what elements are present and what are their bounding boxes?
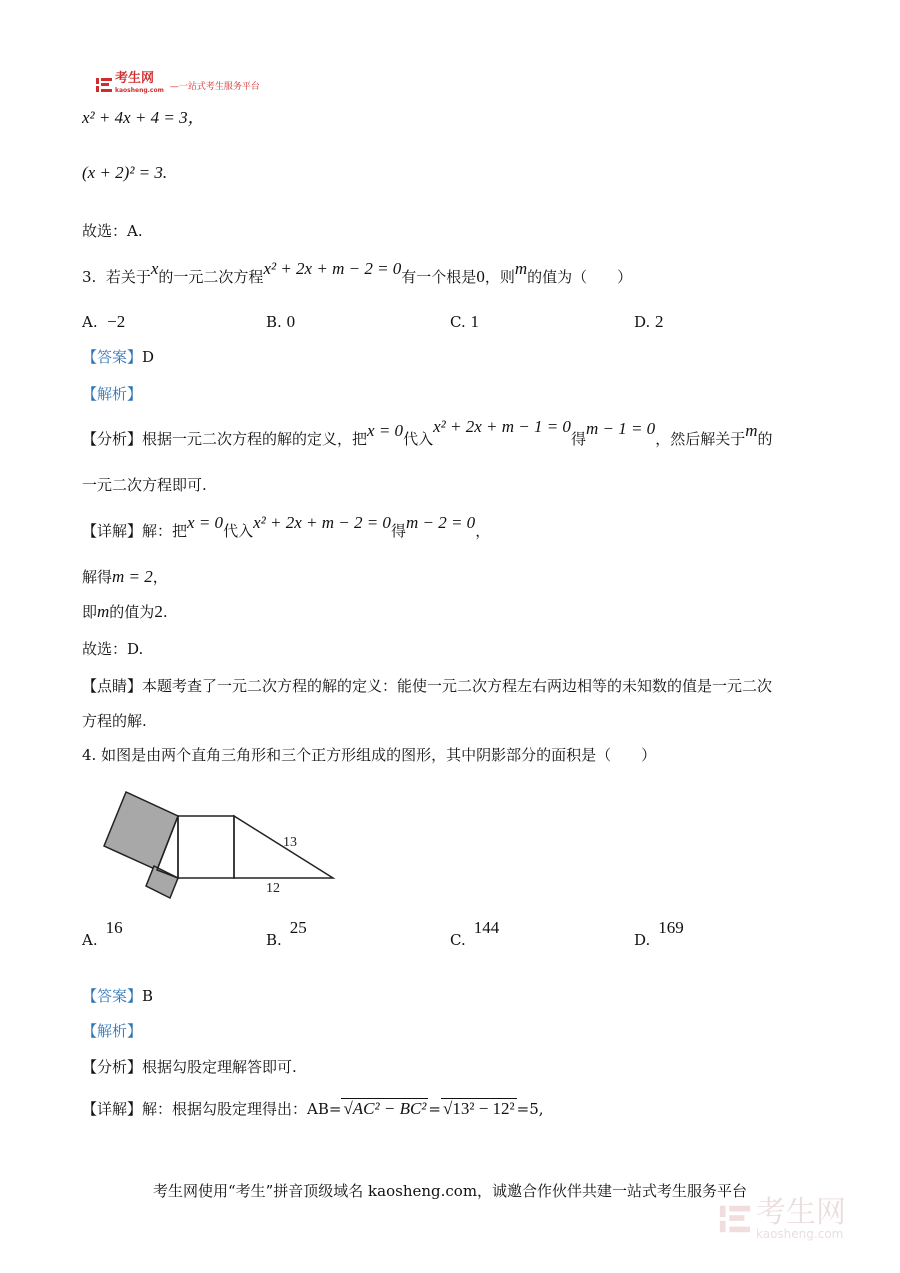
q4-detail: 【详解】解：根据勾股定理得出：AB= √AC² − BC² = √13² − 12² =5, <box>82 1099 544 1118</box>
q4-analysis-tag: 【解析】 <box>82 1022 143 1040</box>
q3-value: 即m的值为2. <box>82 602 168 621</box>
middle-square <box>178 816 234 878</box>
footer-text: 考生网使用“考生”拼音顶级域名 kaosheng.com，诚邀合作伙伴共建一站式考生服务平台 <box>152 1182 748 1200</box>
watermark-logo-icon <box>718 1201 752 1237</box>
q3-stem: 3. 若关于x的一元二次方程x² + 2x + m − 2 = 0有一个根是0，则m的值为（ ） <box>82 259 633 286</box>
watermark-domain: kaosheng.com <box>756 1227 844 1241</box>
shaded-small-square <box>146 866 178 898</box>
label-base: 12 <box>266 881 280 896</box>
header-slogan: —一站式考生服务平台 <box>169 81 260 92</box>
q4-option-a: A.16 <box>82 918 123 949</box>
q4-figure <box>100 788 340 900</box>
logo-domain: kaosheng.com <box>115 87 164 94</box>
q4-option-c: C.144 <box>450 918 500 949</box>
q4-stem: 4. 如图是由两个直角三角形和三个正方形组成的图形，其中阴影部分的面积是（ ） <box>82 746 657 764</box>
q3-choice: 故选：D. <box>82 640 144 658</box>
q4-fenxi: 【分析】根据勾股定理解答即可. <box>82 1058 297 1076</box>
q3-fenxi-line2: 一元二次方程即可. <box>82 476 207 494</box>
q3-answer: 【答案】D <box>82 348 155 366</box>
site-logo <box>95 73 260 97</box>
watermark-text: 考生网 kaosheng.com <box>756 1195 846 1241</box>
q3-comment-line1: 【点睛】本题考查了一元二次方程的解的定义：能使一元二次方程左右两边相等的未知数的值是一元二次 <box>82 677 773 695</box>
q3-analysis-tag: 【解析】 <box>82 385 143 403</box>
q3-option-a: A. −2 <box>82 312 126 331</box>
prev-equation-2: (x + 2)² = 3. <box>82 163 168 182</box>
watermark <box>718 1195 846 1241</box>
q3-detail: 【详解】解：把x = 0代入x² + 2x + m − 2 = 0得m − 2 = 0， <box>82 513 491 540</box>
prev-equation-1: x² + 4x + 4 = 3， <box>82 108 205 127</box>
q3-option-c: C. 1 <box>450 312 479 331</box>
q4-option-b: B.25 <box>266 918 307 949</box>
q3-comment-line2: 方程的解. <box>82 712 147 730</box>
label-hypotenuse: 13 <box>283 835 297 850</box>
shaded-large-square <box>104 792 178 870</box>
q4-answer: 【答案】B <box>82 987 154 1005</box>
q4-option-d: D.169 <box>634 918 684 949</box>
prev-choice: 故选：A. <box>82 222 143 240</box>
logo-text: 考生网 kaosheng.com <box>115 73 164 97</box>
q3-option-d: D. 2 <box>634 312 664 331</box>
q3-option-b: B. 0 <box>266 312 296 331</box>
q3-fenxi-line1: 【分析】根据一元二次方程的解的定义，把x = 0代入x² + 2x + m − 1 = 0得m − 1 = 0，然后解关于m的 <box>82 417 773 448</box>
q3-solve: 解得m = 2， <box>82 567 168 586</box>
logo-mark-icon <box>95 77 113 93</box>
